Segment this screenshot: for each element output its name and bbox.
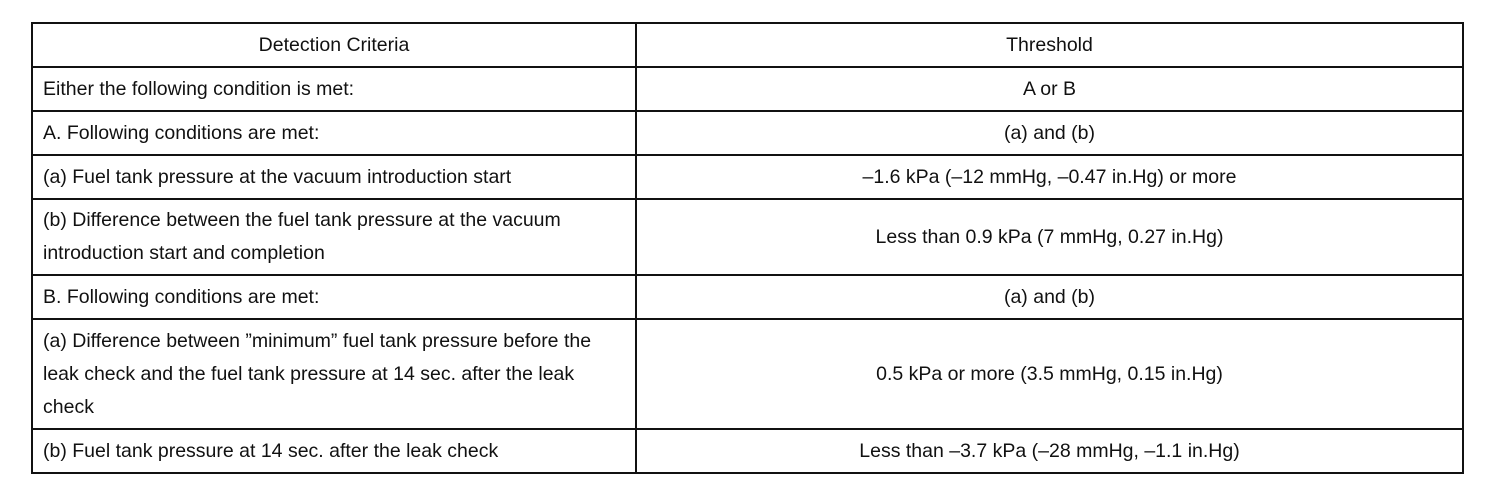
threshold-cell: 0.5 kPa or more (3.5 mmHg, 0.15 in.Hg) <box>636 319 1463 429</box>
threshold-cell: A or B <box>636 67 1463 111</box>
threshold-cell: (a) and (b) <box>636 111 1463 155</box>
threshold-cell: (a) and (b) <box>636 275 1463 319</box>
criteria-cell: B. Following conditions are met: <box>32 275 636 319</box>
table-row <box>32 429 1463 473</box>
detection-criteria-table <box>31 22 1464 474</box>
threshold-cell: Less than 0.9 kPa (7 mmHg, 0.27 in.Hg) <box>636 199 1463 275</box>
threshold-cell: –1.6 kPa (–12 mmHg, –0.47 in.Hg) or more <box>636 155 1463 199</box>
criteria-cell: (a) Fuel tank pressure at the vacuum introduction start <box>32 155 636 199</box>
threshold-cell: Less than –3.7 kPa (–28 mmHg, –1.1 in.Hg) <box>636 429 1463 473</box>
table-row <box>32 275 1463 319</box>
criteria-cell: A. Following conditions are met: <box>32 111 636 155</box>
table-row <box>32 111 1463 155</box>
table-row <box>32 319 1463 429</box>
criteria-cell: (b) Difference between the fuel tank pressure at the vacuum introduction start and completion <box>32 199 636 275</box>
table-header-row <box>32 23 1463 67</box>
criteria-cell: Either the following condition is met: <box>32 67 636 111</box>
table-row <box>32 199 1463 275</box>
header-threshold: Threshold <box>636 23 1463 67</box>
criteria-cell: (a) Difference between ”minimum” fuel tank pressure before the leak check and the fuel tank pressure at 14 sec. after the leak check <box>32 319 636 429</box>
criteria-cell: (b) Fuel tank pressure at 14 sec. after the leak check <box>32 429 636 473</box>
table-row <box>32 67 1463 111</box>
table-row <box>32 155 1463 199</box>
header-detection-criteria: Detection Criteria <box>32 23 636 67</box>
